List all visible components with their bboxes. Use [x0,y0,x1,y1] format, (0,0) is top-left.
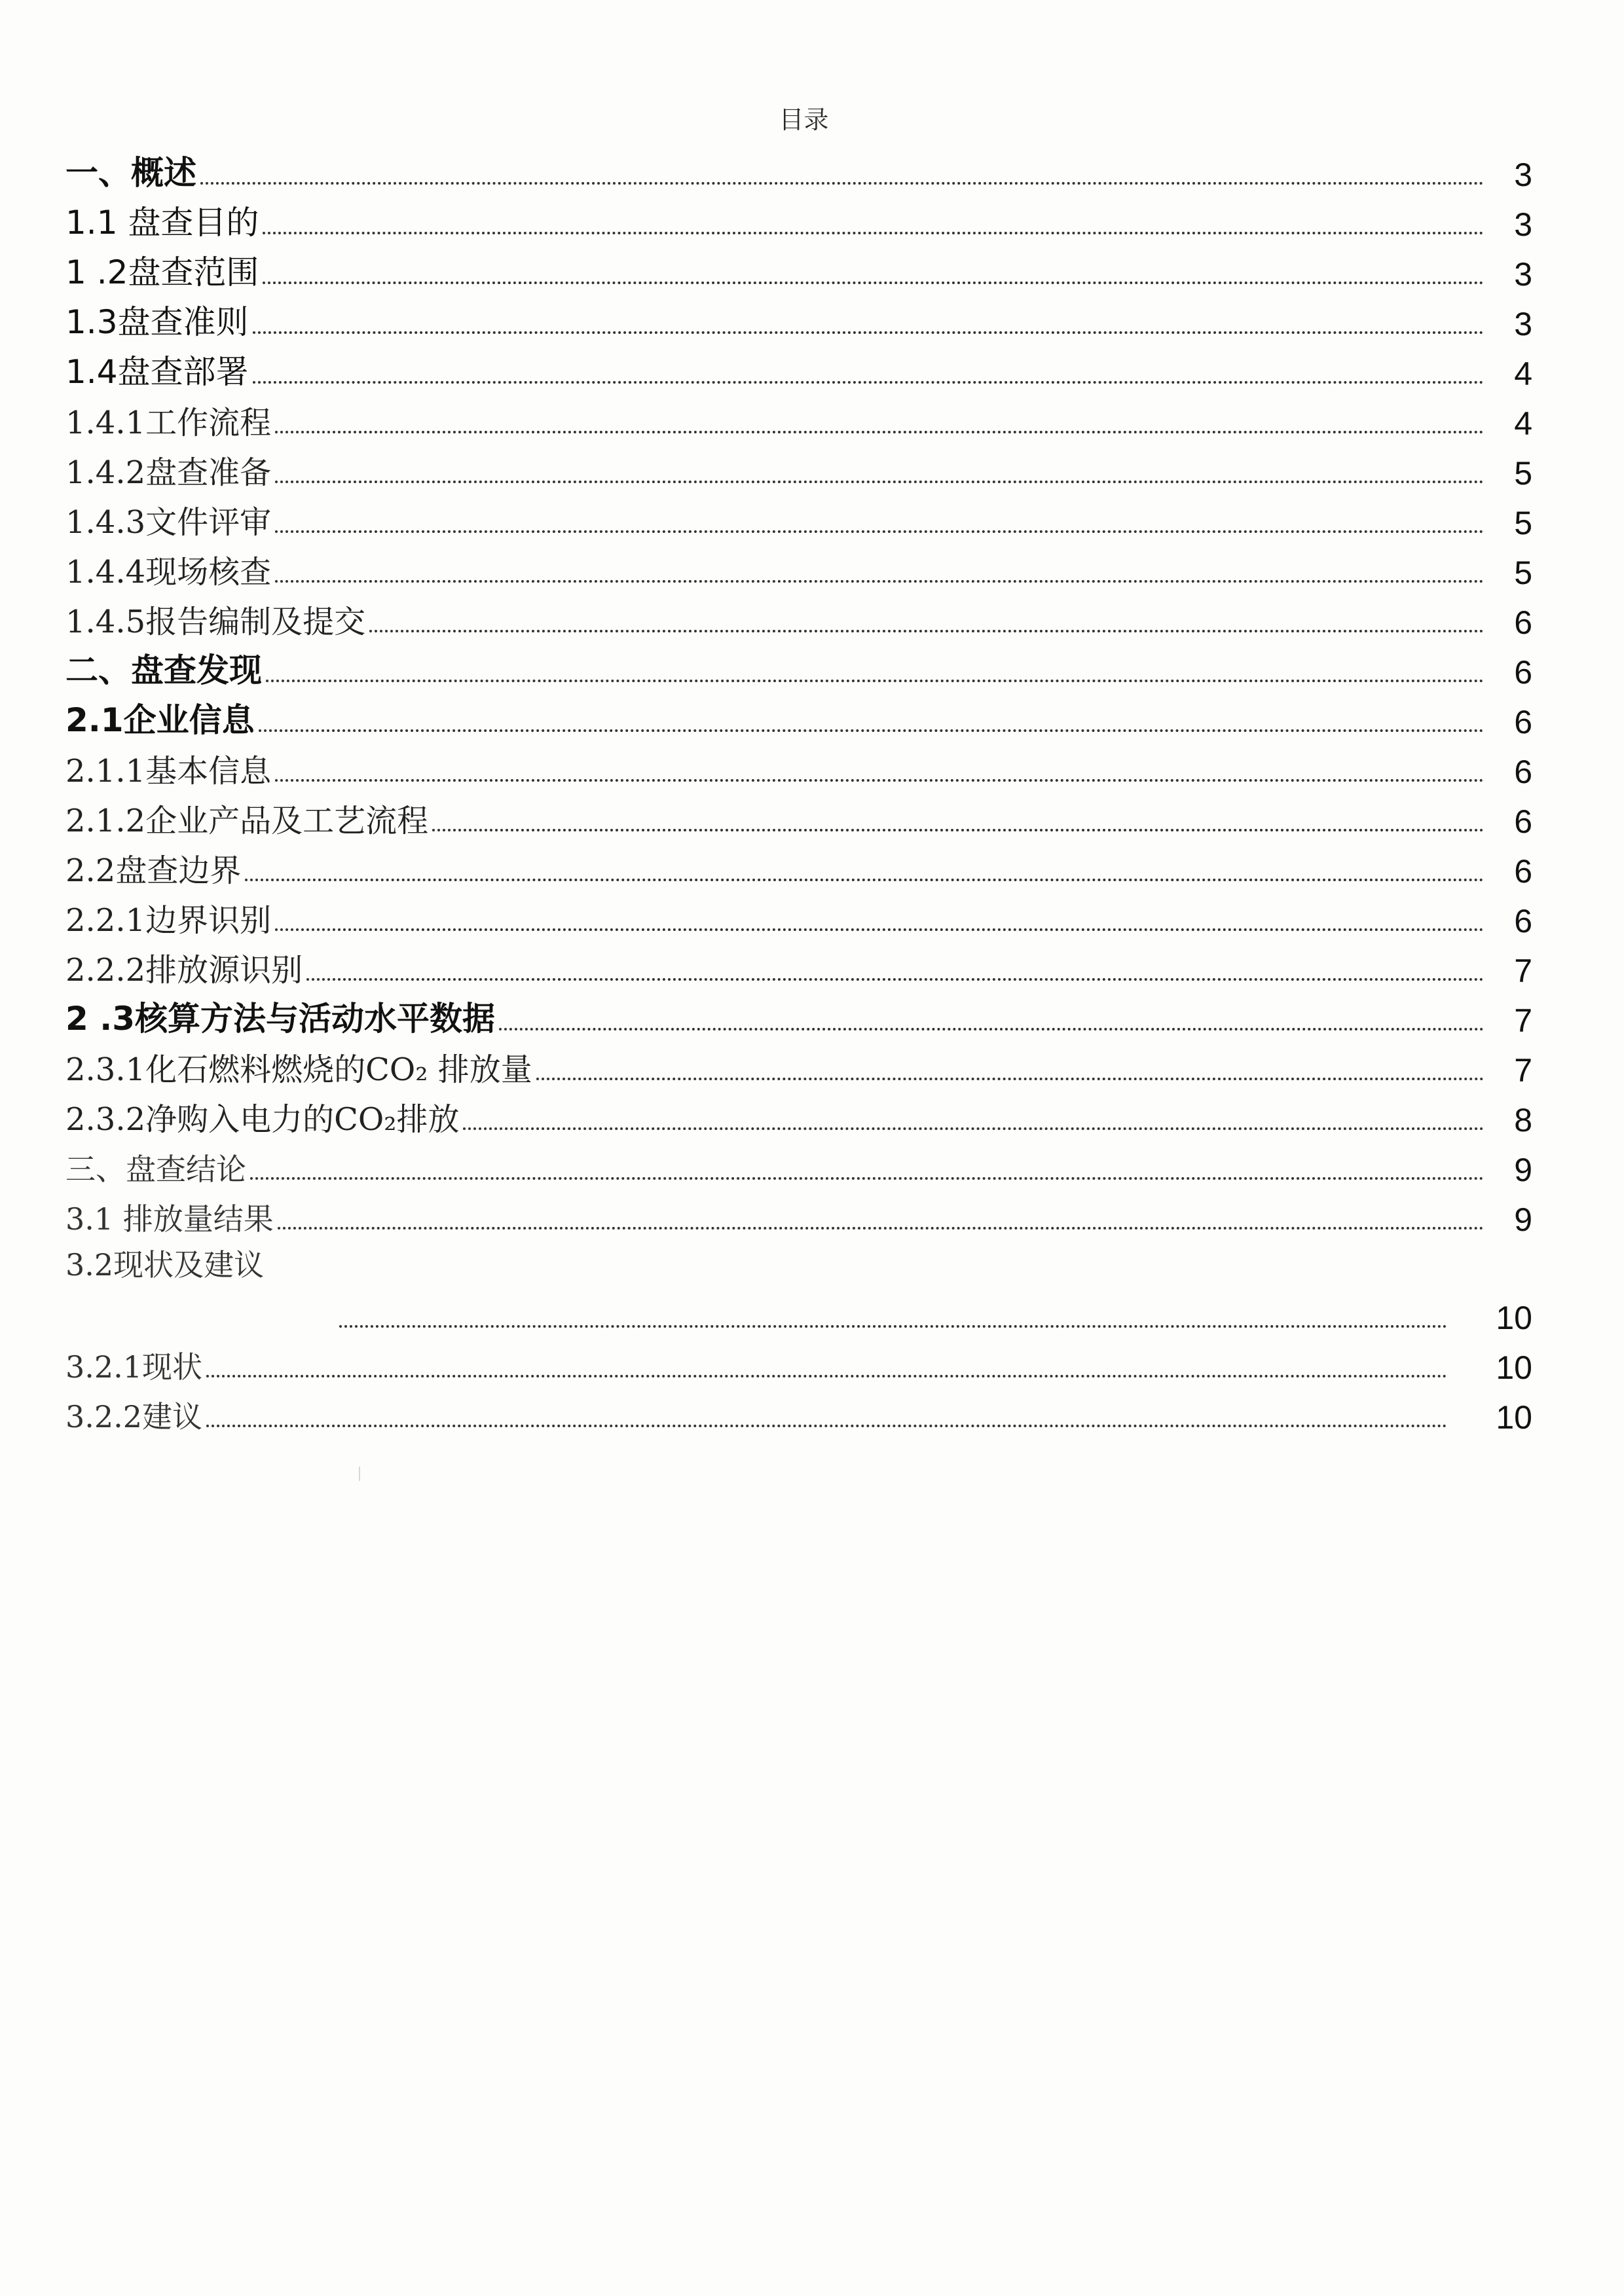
toc-entry-label: 2.2盘查边界 [65,852,242,889]
toc-entry-label: 2 .3核算方法与活动水平数据 [65,1000,495,1038]
dot-leader [339,1325,1447,1328]
dot-leader [200,182,1484,185]
toc-entry-page: 7 [1514,1002,1532,1039]
toc-entry-page: 10 [1496,1300,1532,1336]
toc-entry[interactable] [65,393,1532,443]
toc-entry[interactable] [65,1139,1532,1189]
toc-entry[interactable] [65,841,1532,890]
toc-entry[interactable] [65,642,1532,691]
toc-entry-label: 3.2.1现状 [65,1349,203,1385]
toc-entry-page: 6 [1514,803,1532,840]
toc-entry-page: 3 [1514,156,1532,193]
toc-entry-page: 3 [1514,206,1532,243]
toc-list [65,144,1532,1436]
toc-entry-page: 3 [1514,306,1532,342]
toc-entry[interactable] [65,1040,1532,1089]
toc-entry-label: 三、盘查结论 [65,1152,246,1187]
toc-entry[interactable] [65,244,1532,293]
scan-artifact [359,1467,360,1481]
toc-entry-label: 2.1.2企业产品及工艺流程 [65,803,429,839]
toc-entry-page: 5 [1514,555,1532,591]
toc-entry[interactable] [65,890,1532,940]
dot-leader [245,879,1484,881]
toc-entry-page: 9 [1514,1152,1532,1188]
toc-entry-page: 10 [1496,1399,1532,1436]
toc-entry[interactable] [65,691,1532,741]
toc-entry-label: 3.2.2建议 [65,1399,203,1434]
toc-entry[interactable] [65,990,1532,1040]
dot-leader [259,729,1484,732]
dot-leader [253,331,1484,334]
toc-entry[interactable] [65,1387,1532,1436]
toc-entry-page: 7 [1514,1052,1532,1089]
dot-leader [266,680,1484,682]
toc-entry-page: 6 [1514,704,1532,740]
toc-entry-page: 5 [1514,505,1532,541]
toc-entry-label: 一、概述 [65,154,196,192]
dot-leader [263,282,1484,284]
dot-leader [275,928,1484,931]
toc-entry[interactable] [65,492,1532,542]
toc-entry-label: 1.4.2盘查准备 [65,454,272,491]
toc-entry[interactable] [65,542,1532,592]
toc-entry-label: 1 .2盘查范围 [65,253,259,291]
toc-entry-label: 2.1企业信息 [65,701,255,739]
dot-leader [275,481,1484,483]
dot-leader [263,232,1484,234]
toc-entry-page: 8 [1514,1102,1532,1139]
toc-entry[interactable] [65,1189,1532,1239]
toc-entry[interactable] [65,144,1532,194]
dot-leader [275,580,1484,583]
toc-entry-label: 二、盘查发现 [65,651,262,689]
toc-entry-label: 1.3盘查准则 [65,303,249,341]
toc-entry-label: 2.3.1化石燃料燃烧的CO₂ 排放量 [65,1051,532,1088]
dot-leader [206,1425,1447,1427]
toc-entry-page: 9 [1514,1201,1532,1238]
toc-entry-label: 2.1.1基本信息 [65,753,272,790]
toc-entry-label: 1.1 盘查目的 [65,204,259,242]
toc-entry-label: 1.4.1工作流程 [65,405,272,441]
dot-leader [369,630,1484,632]
toc-entry-page: 6 [1514,654,1532,691]
toc-entry-label: 2.2.2排放源识别 [65,952,303,989]
toc-entry[interactable] [65,741,1532,791]
dot-leader [499,1028,1484,1030]
toc-entry[interactable] [65,791,1532,841]
toc-entry-leader-line [65,1285,1532,1337]
toc-entry[interactable] [65,343,1532,393]
toc-entry[interactable] [65,1089,1532,1139]
toc-entry-page: 6 [1514,604,1532,641]
dot-leader [432,829,1484,831]
toc-entry-label: 1.4.4现场核查 [65,554,272,591]
dot-leader [253,381,1484,384]
dot-leader [278,1227,1484,1230]
toc-entry-page: 5 [1514,455,1532,492]
toc-entry-label: 1.4.5报告编制及提交 [65,604,366,640]
toc-entry-page: 4 [1514,355,1532,392]
toc-title: 目录 [779,105,829,134]
toc-entry-label: 3.1 排放量结果 [65,1201,274,1237]
toc-entry-page: 3 [1514,256,1532,293]
toc-entry-page: 6 [1514,754,1532,790]
toc-entry[interactable] [65,293,1532,343]
dot-leader [275,530,1484,533]
toc-entry-page: 10 [1496,1349,1532,1386]
toc-entry[interactable] [65,592,1532,642]
toc-entry-label: 1.4盘查部署 [65,353,249,391]
toc-entry-page: 6 [1514,903,1532,939]
dot-leader [275,779,1484,782]
toc-entry[interactable] [65,1337,1532,1387]
toc-entry[interactable] [65,940,1532,990]
toc-entry-label: 2.3.2净购入电力的CO₂排放 [65,1101,460,1138]
dot-leader [306,978,1484,981]
dot-leader [250,1177,1484,1180]
toc-entry-label: 1.4.3文件评审 [65,504,272,541]
toc-entry-label: 3.2现状及建议 [65,1247,265,1283]
dot-leader [536,1078,1484,1080]
toc-entry-label: 2.2.1边界识别 [65,902,272,939]
toc-entry[interactable] [65,443,1532,492]
dot-leader [275,431,1484,433]
toc-entry-page: 7 [1514,953,1532,989]
toc-entry[interactable] [65,1239,1532,1337]
toc-entry-page: 4 [1514,405,1532,442]
toc-entry-page: 6 [1514,853,1532,890]
dot-leader [206,1375,1447,1377]
toc-entry[interactable] [65,194,1532,244]
dot-leader [463,1127,1484,1130]
